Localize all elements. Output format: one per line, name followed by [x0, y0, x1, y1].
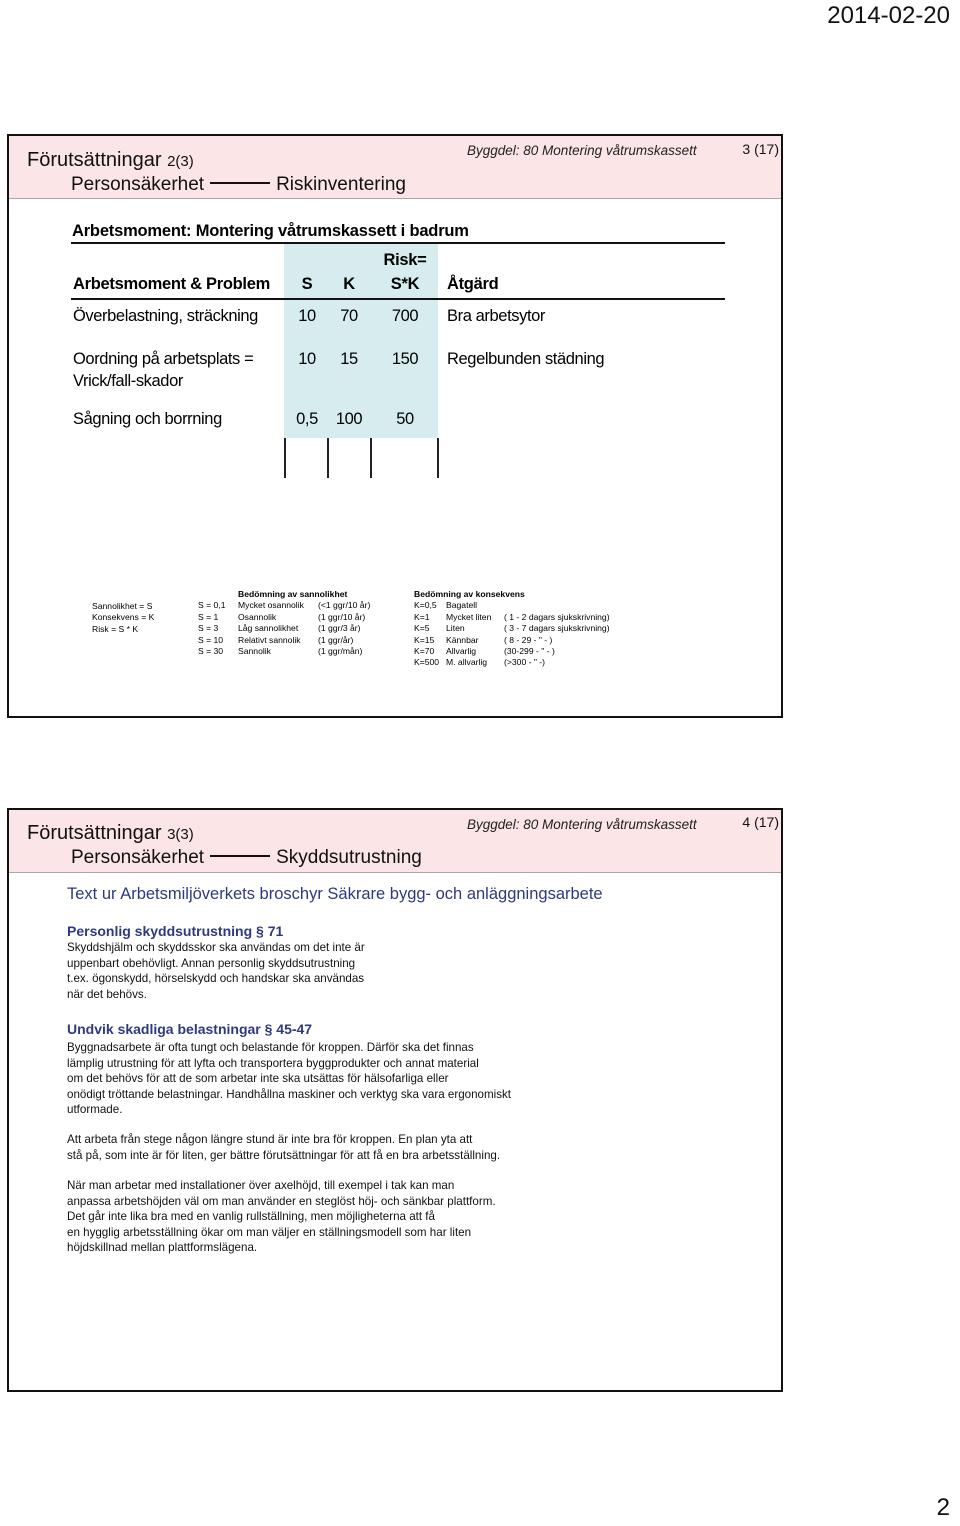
- cons-row: [414, 623, 610, 634]
- section2-heading: Undvik skadliga belastningar § 45-47: [67, 1021, 313, 1037]
- col-divider: [284, 438, 286, 478]
- slide-skyddsutrustning: [7, 808, 783, 1392]
- cons-duration: ( 3 - 7 dagars sjukskrivning): [504, 623, 610, 634]
- cons-label: Mycket liten: [446, 611, 492, 622]
- row3-risk: 50: [396, 410, 414, 428]
- prob-freq: (<1 ggr/10 år): [318, 600, 371, 611]
- legend-cons-title: Bedömning av konsekvens: [414, 589, 525, 599]
- row2-risk: 150: [391, 350, 419, 368]
- text-line: Byggnadsarbete är ofta tungt och belastande för kroppen. Därför ska det finnas: [67, 1041, 474, 1054]
- row3-k: 100: [335, 410, 363, 428]
- header-risk-bottom: S*K: [390, 275, 420, 293]
- prob-freq: (1 ggr/mån): [318, 646, 363, 657]
- prob-label: Sannolik: [238, 646, 271, 657]
- cons-label: M. allvarlig: [446, 657, 488, 668]
- row2-action: Regelbunden städning: [447, 350, 605, 368]
- text-line: en hygglig arbetsställning ökar om man väljer en ställningsmodell som har liten: [67, 1225, 472, 1239]
- text-line: Det går inte lika bra med en vanlig rullställning, men möjligheterna att få: [67, 1210, 435, 1224]
- row2-s: 10: [298, 350, 316, 368]
- slide-subtitle: [71, 174, 406, 196]
- prob-row: [198, 600, 370, 611]
- row1-s: 10: [298, 307, 316, 325]
- prob-value: S = 10: [198, 634, 224, 645]
- subtitle-right: Skyddsutrustning: [276, 847, 422, 868]
- col-divider: [327, 438, 329, 478]
- page-date: 2014-02-20: [827, 2, 950, 29]
- prob-row: [198, 612, 370, 623]
- legend-prob-title: Bedömning av sannolikhet: [238, 589, 348, 599]
- slide-title-text: Förutsättningar: [27, 822, 162, 844]
- section1-heading: Personlig skyddsutrustning § 71: [67, 923, 284, 939]
- cons-row: [414, 600, 610, 611]
- task-heading: Arbetsmoment: Montering våtrumskassett i badrum: [72, 222, 469, 240]
- page-number: 2: [936, 1494, 950, 1521]
- legend-def: Konsekvens = K: [92, 612, 155, 623]
- cons-duration: (30-299 - " - ): [504, 646, 555, 657]
- prob-freq: (1 ggr/3 år): [318, 623, 361, 634]
- cons-duration: (>300 - " -): [504, 657, 546, 668]
- text-line: När man arbetar med installationer över axelhöjd, till exempel i tak kan man: [67, 1179, 455, 1192]
- subtitle-dash: [210, 855, 270, 857]
- legend-consequence: [414, 589, 610, 669]
- header-k: K: [343, 275, 355, 293]
- slide-title: [27, 149, 194, 172]
- paragraph-platform: [67, 1178, 496, 1256]
- section1-body: [67, 940, 365, 1002]
- subtitle-left: Personsäkerhet: [71, 847, 205, 868]
- subtitle-right: Riskinventering: [276, 174, 406, 195]
- prob-label: Relativt sannolik: [238, 634, 301, 645]
- cons-value: K=15: [414, 634, 435, 645]
- prob-value: S = 30: [198, 646, 224, 657]
- cons-value: K=500: [414, 657, 440, 668]
- row1-risk: 700: [391, 307, 419, 325]
- col-divider: [370, 438, 372, 478]
- prob-row: [198, 646, 370, 657]
- text-line: Att arbeta från stege någon längre stund är inte bra för kroppen. En plan yta att: [67, 1133, 473, 1146]
- row2-k: 15: [340, 350, 358, 368]
- cons-label: Allvarlig: [446, 646, 477, 657]
- text-line: lämplig utrustning för att lyfta och transportera byggprodukter och annat material: [67, 1056, 479, 1070]
- slide-title-text: Förutsättningar: [27, 149, 162, 171]
- header-task: Arbetsmoment & Problem: [73, 275, 270, 293]
- row3-s: 0,5: [296, 410, 318, 428]
- header-risk-top: Risk=: [383, 251, 427, 269]
- text-line: när det behövs.: [67, 987, 147, 1001]
- legend-def: Sannolikhet = S: [92, 601, 153, 611]
- slide-number: 4 (17): [742, 814, 779, 830]
- project-label: Byggdel: 80 Montering våtrumskassett: [467, 143, 697, 158]
- cons-label: Liten: [446, 623, 465, 634]
- text-line: t.ex. ögonskydd, hörselskydd och handskar ska användas: [67, 972, 365, 986]
- legend-probability: [198, 589, 370, 657]
- prob-label: Osannolik: [238, 611, 277, 622]
- text-line: Skyddshjälm och skyddsskor ska användas om det inte är: [67, 941, 365, 954]
- prob-row: [198, 635, 370, 646]
- prob-label: Mycket osannolik: [238, 600, 304, 611]
- cons-value: K=1: [414, 611, 430, 622]
- paragraph-ladder: [67, 1132, 500, 1163]
- cons-label: Bagatell: [446, 600, 478, 611]
- cons-value: K=0,5: [414, 600, 437, 611]
- project-label: Byggdel: 80 Montering våtrumskassett: [467, 817, 697, 832]
- prob-value: S = 0,1: [198, 600, 226, 611]
- row1-action: Bra arbetsytor: [447, 307, 546, 325]
- legend-def: Risk = S * K: [92, 623, 139, 634]
- cons-row: [414, 635, 610, 646]
- text-line: anpassa arbetshöjden väl om man använder en steglöst höj- och sänkbar plattform.: [67, 1194, 496, 1208]
- subtitle-dash: [210, 182, 270, 184]
- header-action: Åtgärd: [447, 275, 499, 293]
- row1-k: 70: [340, 307, 358, 325]
- row3-task: Sågning och borrning: [73, 410, 222, 428]
- subtitle-left: Personsäkerhet: [71, 174, 205, 195]
- header-s: S: [301, 275, 313, 293]
- row1-task: Överbelastning, sträckning: [73, 307, 258, 325]
- slide-title-suffix: 2(3): [167, 153, 194, 170]
- cons-row: [414, 657, 610, 668]
- slide-subtitle: [71, 847, 422, 869]
- cons-value: K=5: [414, 623, 430, 634]
- prob-freq: (1 ggr/10 år): [318, 611, 366, 622]
- slide-title-suffix: 3(3): [167, 826, 194, 843]
- prob-value: S = 1: [198, 611, 219, 622]
- slide-number: 3 (17): [742, 141, 779, 157]
- col-divider: [437, 438, 439, 478]
- prob-freq: (1 ggr/år): [318, 634, 354, 645]
- text-line: stå på, som inte är för liten, ger bättre förutsättningar för att få en bra arbetsställning.: [67, 1148, 501, 1162]
- cons-duration: ( 1 - 2 dagars sjukskrivning): [504, 611, 610, 622]
- slide-riskinventering: [7, 134, 783, 718]
- prob-value: S = 3: [198, 623, 219, 634]
- slide-header: [9, 136, 781, 199]
- prob-label: Låg sannolikhet: [238, 623, 299, 634]
- text-line: utformade.: [67, 1103, 123, 1117]
- cons-duration: ( 8 - 29 - " - ): [504, 634, 553, 645]
- text-line: uppenbart obehövligt. Annan personlig skyddsutrustning: [67, 956, 356, 970]
- text-line: om det behövs för att de som arbetar inte ska utsättas för hälsofarliga eller: [67, 1072, 449, 1086]
- row2-task: Oordning på arbetsplats = Vrick/fall-skador: [73, 350, 254, 390]
- prob-row: [198, 623, 370, 634]
- section2-body: [67, 1040, 511, 1118]
- cons-row: [414, 612, 610, 623]
- slide-title: [27, 822, 194, 845]
- legend-defs: [92, 601, 154, 635]
- cons-label: Kännbar: [446, 634, 479, 645]
- text-line: höjdskillnad mellan plattformslägena.: [67, 1241, 258, 1255]
- intro-text: Text ur Arbetsmiljöverkets broschyr Säkrare bygg- och anläggningsarbete: [67, 885, 603, 903]
- text-line: onödigt tröttande belastningar. Handhållna maskiner och verktyg ska vara ergonomiskt: [67, 1087, 512, 1101]
- slide-header: [9, 810, 781, 873]
- cons-row: [414, 646, 610, 657]
- cons-value: K=70: [414, 646, 435, 657]
- header-rule: [71, 298, 725, 300]
